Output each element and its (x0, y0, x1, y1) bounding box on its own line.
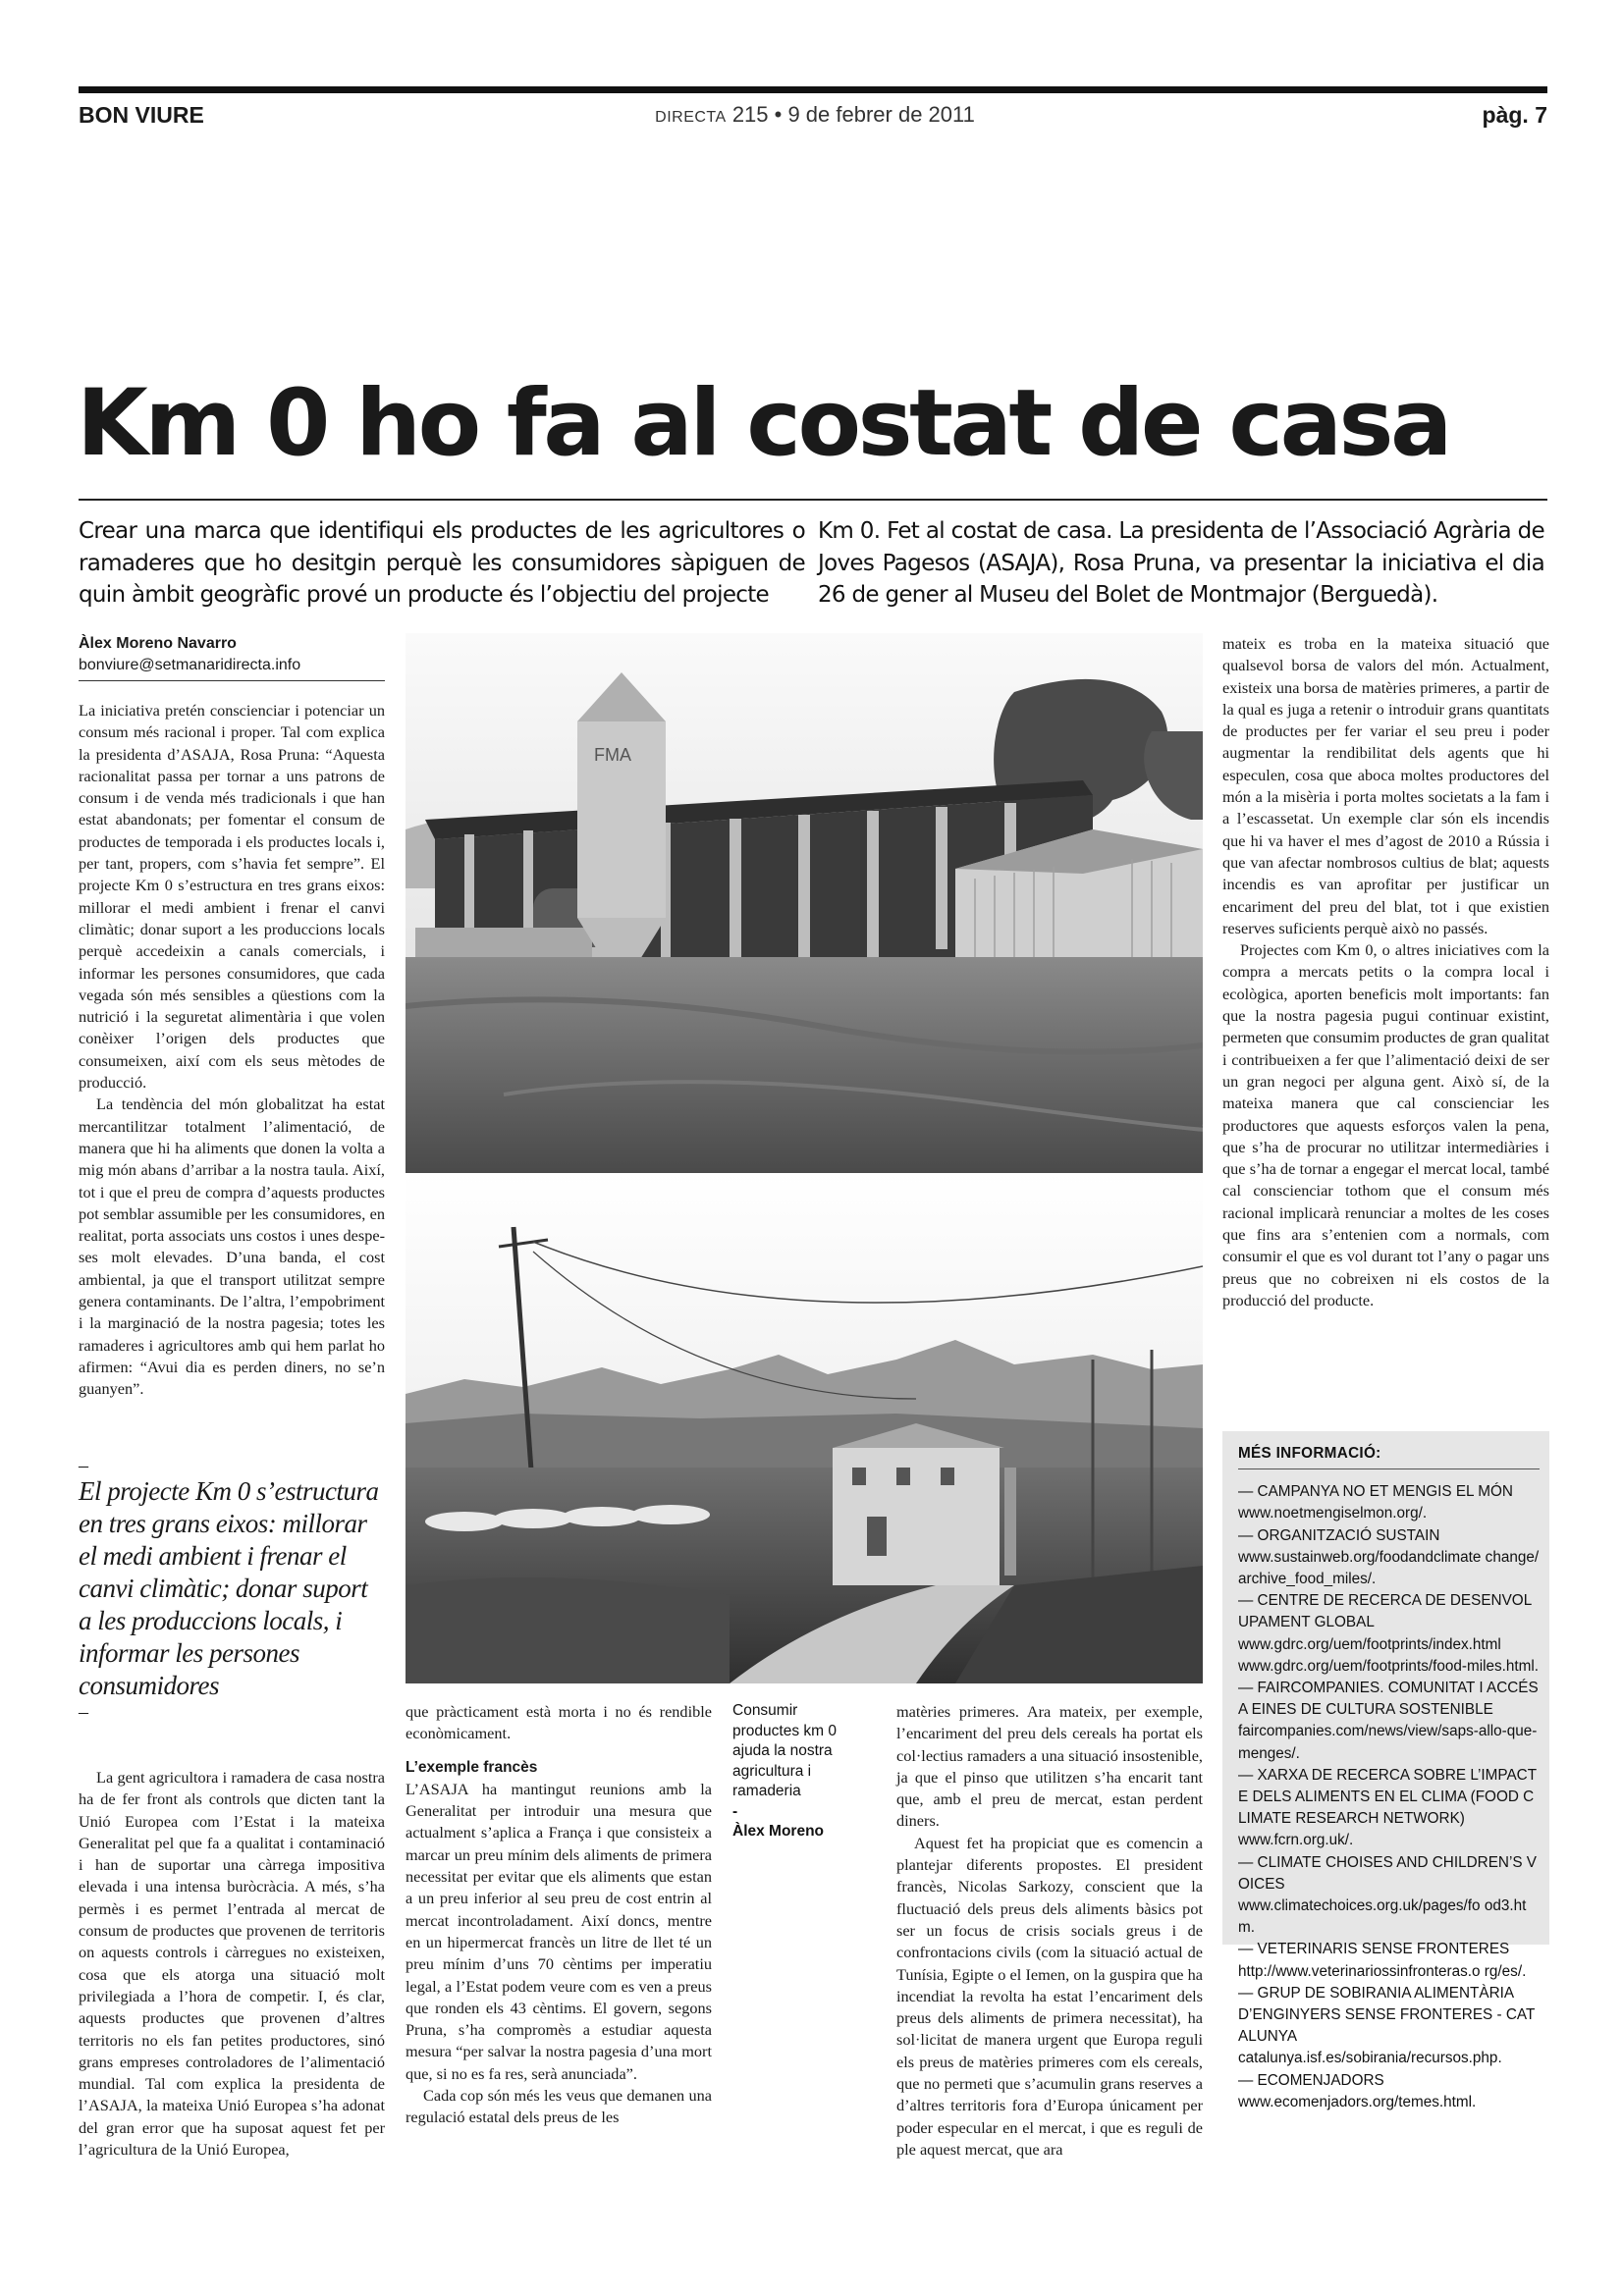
column-a-bottom (79, 1767, 385, 2161)
caption-credit: Àlex Moreno (732, 1823, 825, 1840)
headline-rule (79, 499, 1547, 501)
paragraph: L’ASAJA ha mantingut reunions amb la Generalitat per introduir una mesura que actualment s’aplica a França i que consisteix a marcar un preu mínim dels aliments de primera necessitat per evitar que els aliments que estan a un preu inferior al seu preu de cost entrin al mercat incontroladament. Així doncs, mentre en un hipermercat francès un litre de llet té un preu mínim d’uns 70 cèntims per imperatiu legal, a l’Estat podem veure com es ven a preus que ronden els 43 cèntims. El govern, segons Pruna, s’ha compromès a estudiar aquesta mesura “per salvar la nostra pagesia d’una mort que, si no es fa res, serà anunciada”. (406, 1779, 712, 2083)
more-info-box (1222, 1431, 1549, 2110)
photo-farm-barn (406, 633, 1203, 1173)
info-link[interactable]: www.climatechoices.org.uk/pages/fo od3.htm. (1238, 1897, 1527, 1937)
info-item: — CENTRE DE RECERCA DE DESENVOLUPAMENT GLOBAL (1238, 1592, 1533, 1631)
silo-sign: FMA (594, 745, 631, 765)
info-link[interactable]: www.fcrn.org.uk/. (1238, 1832, 1354, 1849)
info-link[interactable]: catalunya.isf.es/sobirania/recursos.php. (1238, 2050, 1502, 2067)
info-item: — ECOMENJADORS (1238, 2071, 1384, 2089)
column-b (406, 1701, 712, 2129)
info-link[interactable]: www.gdrc.org/uem/footprints/food-miles.html. (1238, 1657, 1540, 1675)
photo-caption (732, 1701, 865, 1842)
info-item: — XARXA DE RECERCA SOBRE L’IMPACTE DELS ALIMENTS EN EL CLIMA (FOOD CLIMATE RESEARCH NETWORK) (1238, 1766, 1538, 1828)
issue-info (648, 102, 982, 128)
paragraph: La gent agricultora i ramadera de casa nostra ha de fer front als controls que dicten tant la Unió Europea com l’Estat i la mateixa Generalitat pel que fa a qualitat i contaminació i han de suportar una càrrega impositiva elevada i una intensa buròcràcia. A més, s’ha permès i es permet l’entrada al mercat de consum de productes que provenen de territoris on aquests controls i càrregues no existeixen, cosa que els atorga una situació molt privilegiada a l’hora de competir. I, és clar, aquests productes que provenen d’altres territoris no els fan petites productores, sinó grans empreses controladores de l’alimentació mundial. Tal com explica la presidenta de l’ASAJA, la mateixa Unió Europea s’ha adonat del gran error que ha suposat aquest fet per l’agricultura de la Unió Europea, (79, 1768, 385, 2160)
info-link[interactable]: www.ecomenjadors.org/temes.html. (1238, 2093, 1477, 2110)
pull-quote (79, 1456, 385, 1722)
page-number: pàg. 7 (1482, 102, 1547, 128)
caption-text: Consumir productes km 0 ajuda la nostra agricultura i ramaderia (732, 1702, 837, 1799)
publication-name: DIRECTA (655, 109, 727, 126)
column-d (896, 1701, 1203, 2161)
pull-quote-dash-bottom: – (79, 1701, 88, 1723)
info-link[interactable]: www.noetmengiselmon.org/. (1238, 1505, 1428, 1522)
author-name: Àlex Moreno Navarro (79, 635, 237, 652)
info-item: — CAMPANYA NO ET MENGIS EL MÓN (1238, 1483, 1513, 1501)
pull-quote-dash-top: – (79, 1455, 88, 1476)
paragraph: La iniciativa pretén conscienciar i potenciar un consum més racional i proper. Tal com explica la presidenta d’ASAJA, Rosa Pruna: “Aquesta racionalitat passa per tornar a uns patrons de consum i de venda més tradicionals i que han estat abandonats; per fomentar el consum de productes de temporada i els productes locals i, per tant, propers, com s’havia fet sempre”. El projecte Km 0 s’estructura en tres grans eixos: millorar el medi ambient i frenar el canvi climàtic; donar suport a les produccions locals perquè accedeixin a canals comercials, i informar les persones consumidores, que cada vegada són més sensibles a qüestions com la nutrició i la seguretat alimentària i que volen conèixer l’origen dels productes que consumeixen, així com els seus mètodes de producció. (79, 701, 385, 1093)
info-link[interactable]: faircompanies.com/news/view/saps-allo-que-menges/. (1238, 1723, 1538, 1762)
info-link[interactable]: www.gdrc.org/uem/footprints/index.html (1238, 1635, 1501, 1653)
pull-quote-text: El projecte Km 0 s’estructura en tres grans eixos: millorar el medi ambient i frenar el canvi climàtic; donar suport a les produccions locals, i informar les persones consumidores (79, 1476, 379, 1700)
column-a (79, 700, 385, 1401)
lead-part-2: Km 0. Fet al costat de casa. La presidenta de l’Associació Agrària de Joves Pagesos (ASAJA), Rosa Pruna, va presentar la iniciativa el dia 26 de gener al Museu del Bolet de Montmajor (Berguedà). (818, 518, 1544, 608)
issue-date: 215 • 9 de febrer de 2011 (731, 102, 975, 127)
column-e (1222, 633, 1549, 1311)
info-item: — VETERINARIS SENSE FRONTERES (1238, 1941, 1510, 1958)
info-link[interactable]: http://www.veterinariossinfronteras.o rg/es/. (1238, 1962, 1527, 1980)
paragraph: Cada cop són més les veus que demanen una regulació estatal dels preus de les (406, 2086, 712, 2127)
info-link[interactable]: www.sustainweb.org/foodandclimate change/archive_food_miles/. (1238, 1548, 1540, 1588)
headline: Km 0 ho fa al costat de casa (77, 370, 1449, 477)
paragraph: que pràcticament està morta i no és rendible econòmicament. (406, 1702, 712, 1743)
more-info-title: MÉS INFORMACIÓ: (1238, 1443, 1540, 1469)
byline (79, 633, 385, 681)
info-item: — GRUP DE SOBIRANIA ALIMENTÀRIA D’ENGINYERS SENSE FRONTERES - CATALUNYA (1238, 1984, 1536, 2046)
author-email[interactable]: bonviure@setmanaridirecta.info (79, 655, 385, 681)
top-rule (79, 86, 1547, 93)
info-item: — FAIRCOMPANIES. COMUNITAT I ACCÉS A EINES DE CULTURA SOSTENIBLE (1238, 1680, 1539, 1719)
photo-landscape (406, 1173, 1203, 1683)
caption-dash: - (732, 1802, 738, 1820)
paragraph: matèries primeres. Ara mateix, per exemple, l’encariment del preu dels cereals ha portat els col·lectius ramaders a una situació insostenible, ja que el pinso que utilitzen s’ha encarit tant que, amb el preu de mercat, estan perdent diners. (896, 1702, 1203, 1831)
paragraph: Aquest fet ha propiciat que es comencin a plantejar diferents propostes. El president francès, Nicolas Sarkozy, conscient que la fluctuació dels preus dels aliments bàsics pot ser un focus de crisis socials greus i de confrontacions civils (com la situació actual de Tunísia, Egipte o el Iemen, on la guspira que ha incendiat la revolta ha estat l’encariment dels preus dels aliments de primera necessitat), ha sol·licitat de manera urgent que Europa reguli els preus de matèries primeres com els cereals, que no permeti que s’acumulin grans reserves a d’altres territoris fora d’Europa únicament per poder especular en el mercat, i que es reguli de ple aquest mercat, que ara (896, 1833, 1203, 2159)
paragraph: mateix es troba en la mateixa situació que qualsevol borsa de valors del món. Actualment, existeix una borsa de matèries primeres, a partir de la qual es juga a retenir o introduir grans quantitats de productes per fer variar el seu preu i poder augmentar la rendibilitat dels agents que hi especulen, cosa que aboca moltes productores del món a la misèria i porta moltes societats a la fam i a l’escassetat. Un exemple clar són els incendis que hi va haver el mes d’agost de 2010 a Rússia i que van afectar nombrosos cultius de blat; aquests incendis es van aprofitar per justificar un encariment del preu del blat, tot i que existien reserves suficients perquè això no passés. (1222, 634, 1549, 937)
info-item: — ORGANITZACIÓ SUSTAIN (1238, 1526, 1440, 1544)
paragraph: Projectes com Km 0, o altres iniciatives com la compra a mercats petits o la compra local i ecològica, aporten beneficis molt importants: fan que la nostra pagesia pugui continuar existint, permeten que consumim productes de gran qualitat i contribueixen a fer que l’alimentació deixi de ser un gran negoci per alguna gent. Això sí, de la mateixa manera que cal conscienciar les productores que aquests esforços valen la pena, que s’ha de procurar no utilitzar intermediàries i que s’ha de tornar a engegar el mercat local, també cal conscienciar tothom que el consum més racional implicarà renunciar a moltes de les coses que fins ara s’entenien com a normals, com consumir el que es vol durant tot l’any o pagar uns preus que no cobreixen ni els costos de la producció del producte. (1222, 940, 1549, 1309)
lead-part-1: Crear una marca que identifiqui els productes de les agricultores o ramaderes que ho desitgin perquè les consumidores sàpiguen de quin àmbit geogràfic prové un producte és l’objectiu del projecte (79, 518, 805, 608)
paragraph: La tendència del món globalitzat ha estat mercantilitzar totalment l’alimentació, de manera que hi ha aliments que donen la volta a mig món abans d’arribar a la nostra taula. Així, tot i que el preu de compra d’aquests productes pot semblar assumible per les consumidores, en realitat, porta associats uns costos i unes despeses molt elevades. D’una banda, el cost ambiental, ja que el transport utilitzat sempre genera contaminants. De l’altra, l’empobriment i la marginació de la nostra pagesia; totes les ramaderes i agricultores amb qui hem parlat ho afirmen: “Avui dia es perden diners, no se’n guanyen”. (79, 1095, 385, 1399)
section-label: BON VIURE (79, 102, 204, 128)
subheading-french-example: L’exemple francès (406, 1758, 538, 1776)
info-item: — CLIMATE CHOISES AND CHILDREN’S VOICES (1238, 1853, 1538, 1893)
